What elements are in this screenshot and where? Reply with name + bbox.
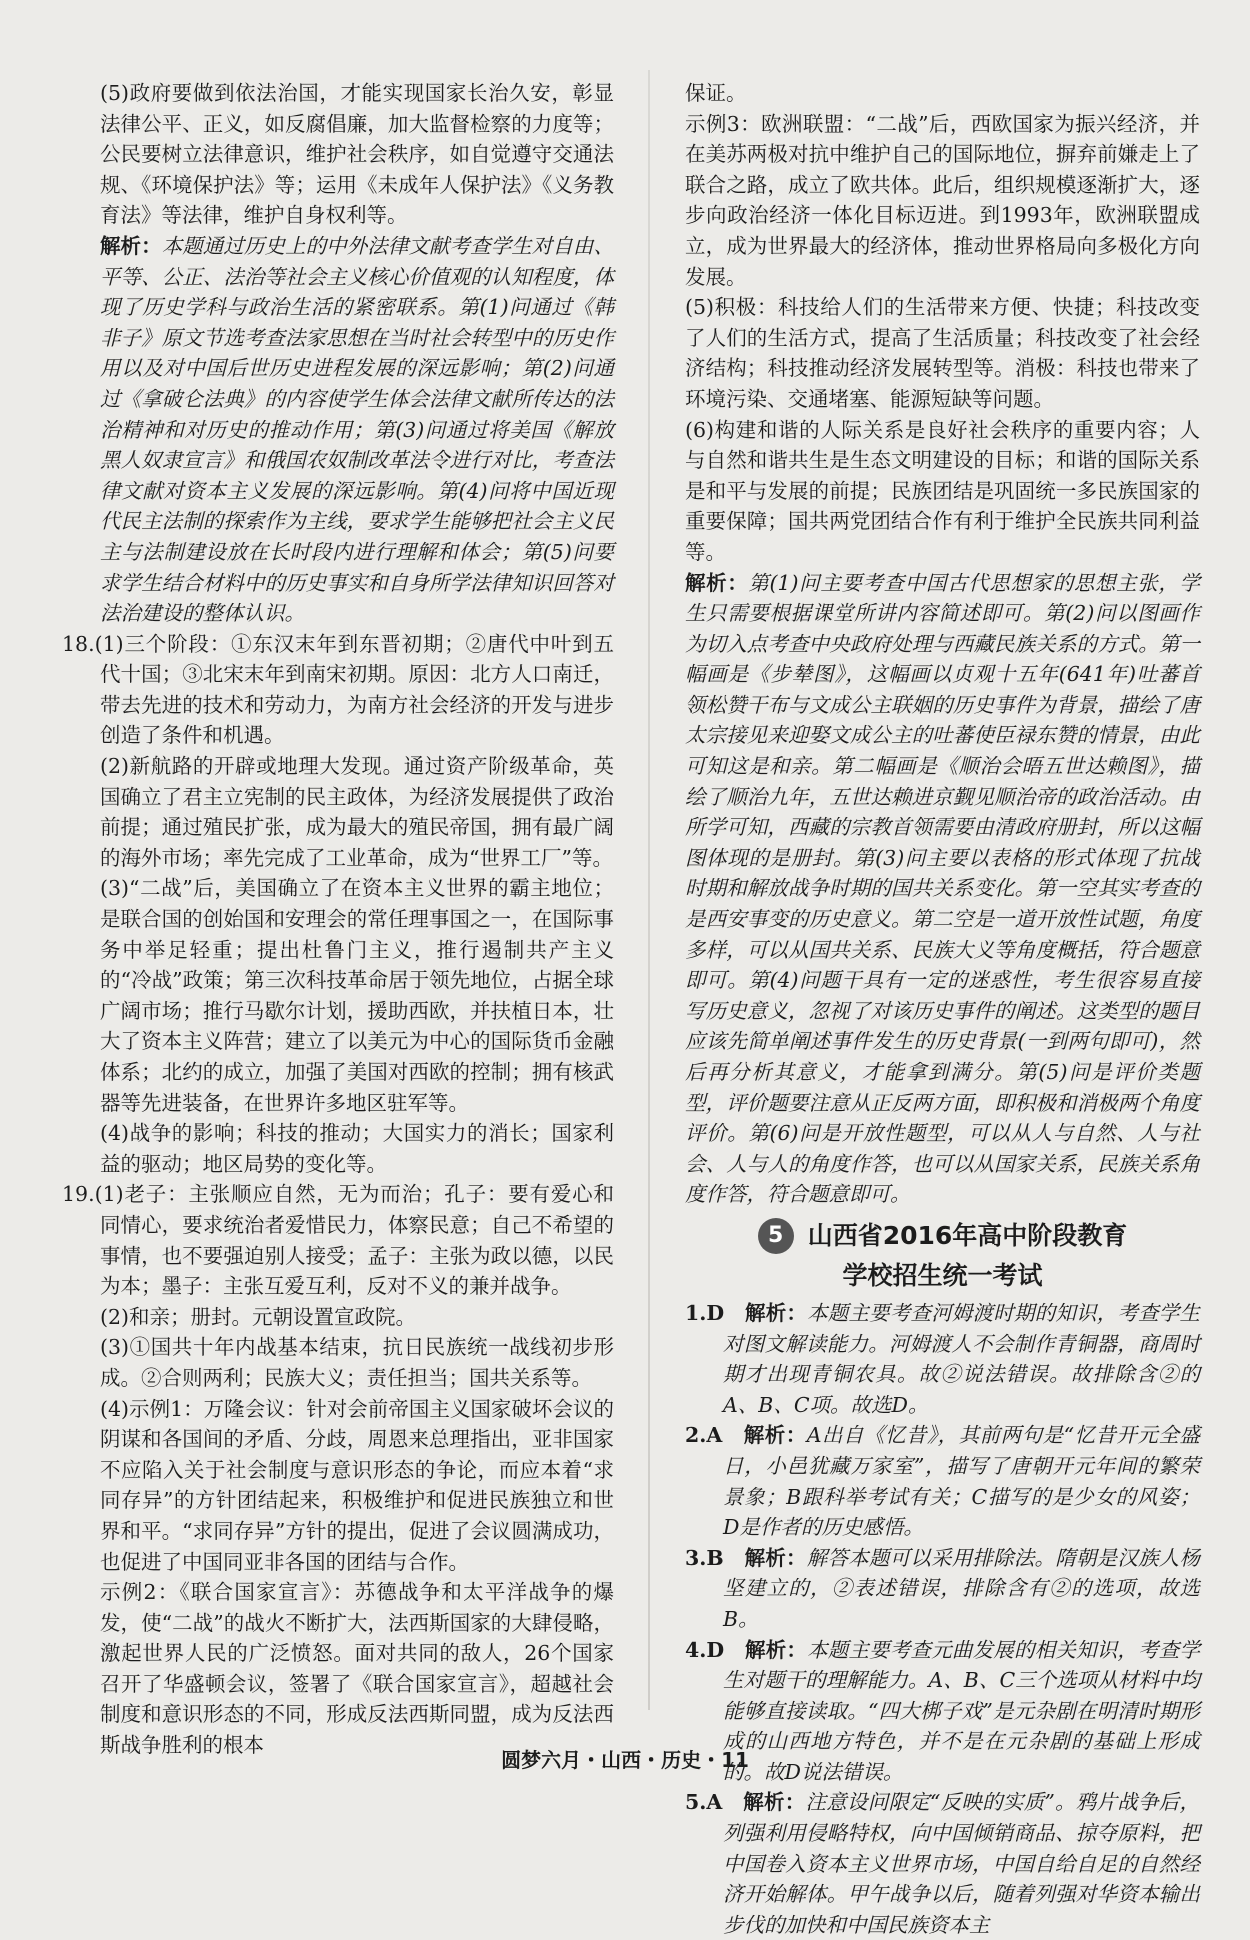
left-column	[62, 78, 614, 1761]
answer-19-6: (6)构建和谐的人际关系是良好社会秩序的重要内容；人与自然和谐共生是生态文明建设的目标；和谐的国际关系是和平与发展的前提；民族团结是巩固统一多民族国家的重要保障；国共两党团结合作有利于维护全民族共同利益等。	[685, 417, 1200, 564]
analysis-label: 解析：	[100, 233, 162, 258]
analysis-17	[62, 231, 614, 629]
analysis-text: 本题通过历史上的中外法律文献考查学生对自由、平等、公正、法治等社会主义核心价值观的认知程度，体现了历史学科与政治生活的紧密联系。第(1)问通过《韩非子》原文节选考查法家思想在当时社会转型中的历史作用以及对中国后世历史进程发展的深远影响；第(2)问通过《拿破仑法典》的内容使学生体会法律文献所传达的法治精神和对历史的推动作用；第(3)问通过将美国《解放黑人奴隶宣言》和俄国农奴制改革法令进行对比，考查法律文献对资本主义发展的深远影响。第(4)问将中国近现代民主法制的探索作为主线，要求学生能够把社会主义民主与法制建设放在长时段内进行理解和体会；第(5)问要求学生结合材料中的历史事实和自身所学法律知识回答对法治建设的整体认识。	[100, 233, 614, 626]
analysis-text: 第(1)问主要考查中国古代思想家的思想主张，学生只需要根据课堂所讲内容简述即可。第(2)问以图画作为切入点考查中央政府处理与西藏民族关系的方式。第一幅画是《步辇图》，这幅画以贞观十五年(641年)吐蕃首领松赞干布与文成公主联姻的历史事件为背景，描绘了唐太宗接见来迎娶文成公主的吐蕃使臣禄东赞的情景，由此可知这是和亲。第二幅画是《顺治会晤五世达赖图》，描绘了顺治九年，五世达赖进京觐见顺治帝的政治活动。由所学可知，西藏的宗教首领需要由清政府册封，所以这幅图体现的是册封。第(3)问主要以表格的形式体现了抗战时期和解放战争时期的国共关系变化。第一空其实考查的是西安事变的历史意义。第二空是一道开放性试题，角度多样，可以从国共关系、民族大义等角度概括，符合题意即可。第(4)问题干具有一定的迷惑性，考生很容易直接写历史意义，忽视了对该历史事件的阐述。这类型的题目应该先简单阐述事件发生的历史背景(一到两句即可)，然后再分析其意义，才能拿到满分。第(5)问是评价类题型，评价题要注意从正反两方面，即积极和消极两个角度评价。第(6)问是开放性题型，可以从人与自然、人与社会、人与人的角度作答，也可以从国家关系，民族关系角度作答，符合题意即可。	[685, 570, 1200, 1207]
page-footer: 圆梦六月・山西・历史・11	[501, 1748, 749, 1772]
answer-text: A出自《忆昔》，其前两句是“忆昔开元全盛日，小邑犹藏万家室”，描写了唐朝开元年间的繁荣景象；B跟科举考试有关；C描写的是少女的风姿；D是作者的历史感悟。	[723, 1423, 1200, 1540]
answer-2	[685, 1420, 1200, 1542]
continued-text: 保证。	[685, 81, 747, 105]
answer-19-2: (2)和亲；册封。元朝设置宣政院。	[100, 1304, 417, 1329]
answer-1	[685, 1298, 1200, 1420]
answer-18-4: (4)战争的影响；科技的推动；大国实力的消长；国家利益的驱动；地区局势的变化等。	[100, 1121, 614, 1176]
answer-text: 解答本题可以采用排除法。隋朝是汉族人杨坚建立的，②表述错误，排除含有②的选项，故选B。	[723, 1545, 1200, 1631]
answer-label: 5.A 解析：	[685, 1790, 806, 1815]
answer-19-4-example-3: 示例3：欧洲联盟：“二战”后，西欧国家为振兴经济，并在美苏两极对抗中维护自己的国际地位，摒弃前嫌走上了联合之路，成立了欧共体。此后，组织规模逐渐扩大，逐步向政治经济一体化目标迈进。到1993年，欧洲联盟成立，成为世界最大的经济体，推动世界格局向多极化方向发展。	[685, 111, 1200, 289]
answer-label: 1.D 解析：	[685, 1300, 808, 1325]
answer-label: 2.A 解析：	[685, 1423, 807, 1448]
answer-18-3: (3)“二战”后，美国确立了在资本主义世界的霸主地位；是联合国的创始国和安理会的常任理事国之一，在国际事务中举足轻重；提出杜鲁门主义，推行遏制共产主义的“冷战”政策；第三次科技革命居于领先地位，占据全球广阔市场；推行马歇尔计划，援助西欧，并扶植日本，壮大了资本主义阵营；建立了以美元为中心的国际货币金融体系；北约的成立，加强了美国对西欧的控制；拥有核武器等先进装备，在世界许多地区驻军等。	[100, 876, 614, 1115]
answer-18-1: 18.(1)三个阶段：①东汉末年到东晋初期；②唐代中叶到五代十国；③北宋末年到南宋初期。原因：北方人口南迁，带去先进的技术和劳动力，为南方社会经济的开发与进步创造了条件和机遇。	[62, 631, 614, 748]
answer-19-4: (4)示例1：万隆会议：针对会前帝国主义国家破坏会议的阴谋和各国间的矛盾、分歧，周恩来总理指出，亚非国家不应陷入关于社会制度与意识形态的争论，而应本着“求同存异”的方针团结起来，积极维护和促进民族独立和世界和平。“求同存异”方针的提出，促进了会议圆满成功，也促进了中国同亚非各国的团结与合作。	[100, 1396, 614, 1574]
analysis-19	[685, 568, 1200, 1210]
answer-19-1: 19.(1)老子：主张顺应自然，无为而治；孔子：要有爱心和同情心，要求统治者爱惜民力，体察民意；自己不希望的事情，也不要强迫别人接受；孟子：主张为政以德，以民为本；墨子：主张互爱互利，反对不义的兼并战争。	[62, 1182, 614, 1299]
answer-19-5: (5)积极：科技给人们的生活带来方便、快捷；科技改变了人们的生活方式，提高了生活质量；科技改变了社会经济结构；科技推动经济发展转型等。消极：科技也带来了环境污染、交通堵塞、能源短缺等问题。	[685, 295, 1200, 411]
section-title-line-2: 学校招生统一考试	[842, 1260, 1043, 1290]
answer-label: 4.D 解析：	[685, 1637, 808, 1662]
answer-text: 本题主要考查元曲发展的相关知识，考查学生对题干的理解能力。A、B、C三个选项从材料中均能够直接读取。“四大梆子戏”是元杂剧在明清时期形成的山西地方特色，并不是在元杂剧的基础上形成的。故D说法错误。	[723, 1637, 1200, 1784]
answer-18-2: (2)新航路的开辟或地理大发现。通过资产阶级革命，英国确立了君主立宪制的民主政体，为经济发展提供了政治前提；通过殖民扩张，成为最大的殖民帝国，拥有最广阔的海外市场；率先完成了工业革命，成为“世界工厂”等。	[100, 754, 614, 870]
answer-3	[685, 1543, 1200, 1635]
section-number-badge: 5	[758, 1218, 794, 1254]
section-heading	[685, 1218, 1200, 1254]
answer-text: 本题主要考查河姆渡时期的知识，考查学生对图文解读能力。河姆渡人不会制作青铜器，商周时期才出现青铜农具。故②说法错误。故排除含②的A、B、C项。故选D。	[723, 1300, 1200, 1417]
section-title-line-1: 山西省2016年高中阶段教育	[807, 1220, 1128, 1250]
right-column	[685, 78, 1200, 1940]
answer-19-4-example-2: 示例2：《联合国家宣言》：苏德战争和太平洋战争的爆发，使“二战”的战火不断扩大，法西斯国家的大肆侵略，激起世界人民的广泛愤怒。面对共同的敌人，26个国家召开了华盛顿会议，签署了《联合国家宣言》，超越社会制度和意识形态的不同，形成反法西斯同盟，成为反法西斯战争胜利的根本	[100, 1580, 614, 1758]
answer-19-3: (3)①国共十年内战基本结束，抗日民族统一战线初步形成。②合则两利；民族大义；责任担当；国共关系等。	[100, 1335, 614, 1390]
answer-5	[685, 1787, 1200, 1940]
answer-17-5: (5)政府要做到依法治国，才能实现国家长治久安，彰显法律公平、正义，如反腐倡廉，加大监督检察的力度等；公民要树立法律意识，维护社会秩序，如自觉遵守交通法规、《环境保护法》等；运用《未成年人保护法》《义务教育法》等法律，维护自身权利等。	[100, 81, 614, 228]
answer-text: 注意设问限定“反映的实质”。鸦片战争后，列强利用侵略特权，向中国倾销商品、掠夺原料，把中国卷入资本主义世界市场，中国自给自足的自然经济开始解体。甲午战争以后，随着列强对华资本输出步伐的加快和中国民族资本主	[723, 1790, 1200, 1937]
analysis-label: 解析：	[685, 570, 749, 595]
answer-label: 3.B 解析：	[685, 1545, 807, 1570]
column-gutter	[648, 70, 650, 1710]
